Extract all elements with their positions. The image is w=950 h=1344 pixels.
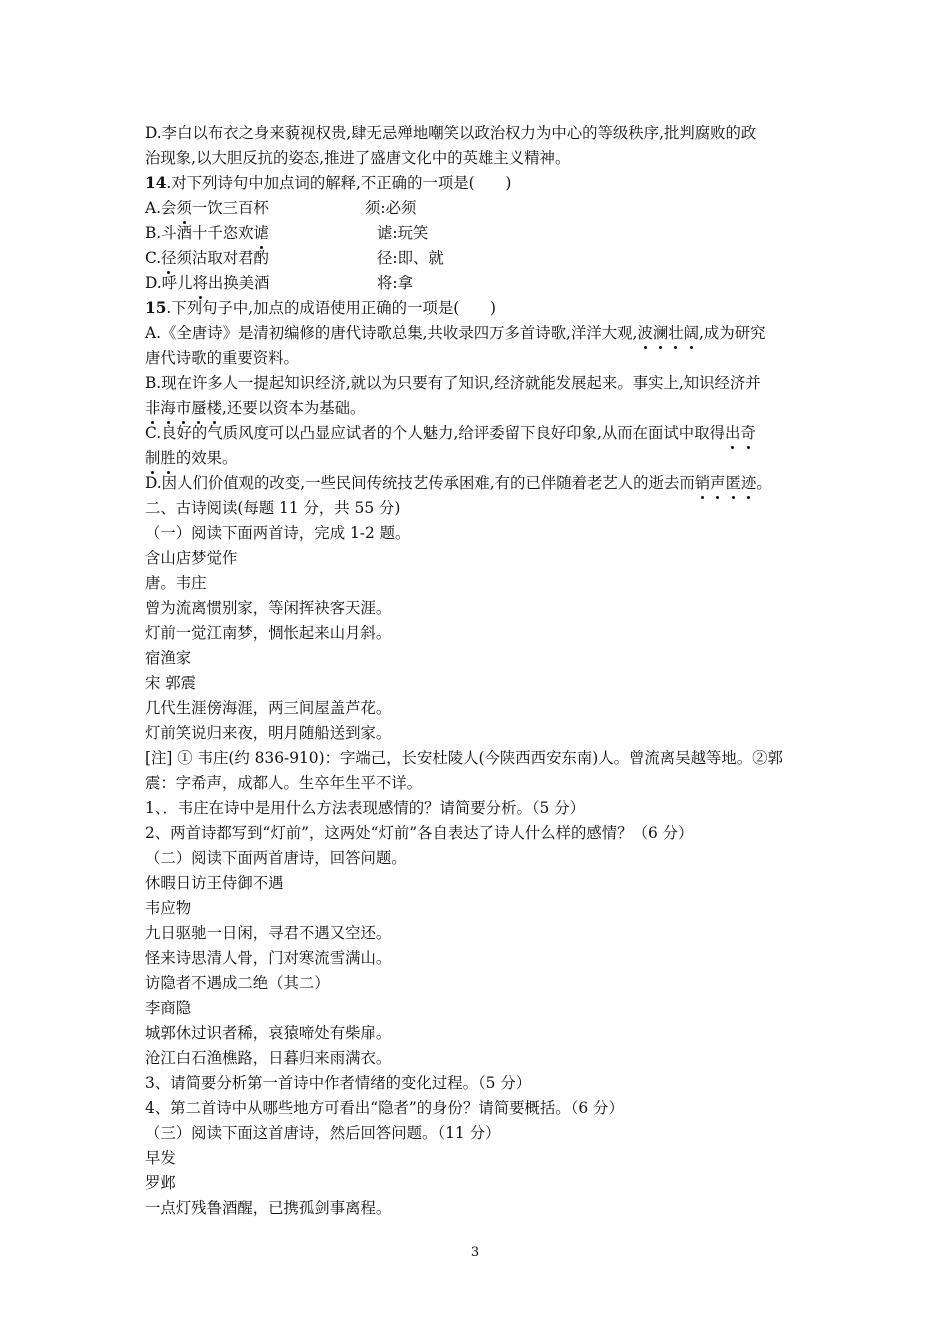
option-explanation: 谑:玩笑 [377,224,429,242]
question-2: 2、两首诗都写到“灯前”，这两处“灯前”各自表达了诗人什么样的感情？（6 分） [145,824,694,842]
option-text: C. [145,249,162,267]
poem-line: 九日驱驰一日闲，寻君不遇又空还。 [145,924,392,942]
poem-author: 韦应物 [145,899,192,917]
poem-line: 一点灯残鲁酒醒，已携孤剑事离程。 [145,1199,392,1217]
option-text: B.斗酒十千恣欢 [145,224,254,242]
q14-number: 14 [145,174,167,192]
poem-title: 宿渔家 [145,649,192,667]
q15-stem [145,296,825,321]
poem-title: 休暇日访王侍御不遇 [145,874,284,892]
poem-author: 罗邺 [145,1174,176,1192]
dotted-idiom [725,424,756,442]
section-title: 二、古诗阅读(每题 11 分，共 55 分) [145,499,401,517]
poem-title: 早发 [145,1149,176,1167]
q15-stem-text: .下列句子中,加点的成语使用正确的一项是( ) [166,299,497,317]
q15-option-c-line2 [145,446,825,471]
poem-title: 含山店梦觉作 [145,549,238,567]
question-1: 1、．韦庄在诗中是用什么方法表现感情的？请简要分析。（5 分） [145,799,586,817]
q13-option-d-line2: 治现象,以大胆反抗的姿态,推进了盛唐文化中的英雄主义精神。 [145,149,571,167]
emphasis-char: 径 [161,246,176,271]
q15-option-a-line1 [145,321,825,346]
q15-option-b-line2 [145,396,825,421]
question-4: 4、第二首诗中从哪些地方可看出“隐者”的身份？请简要概括。（6 分） [145,1099,624,1117]
poem-author: 李商隐 [145,999,192,1017]
option-text: ,还要以资本为基础。 [222,399,366,417]
q15-option-d [145,471,825,496]
note-line: 震：字希声，成都人。生卒年生平不详。 [145,774,423,792]
emphasis-char: 谑 [254,221,269,246]
option-text: 的效果。 [175,449,238,467]
option-text: D.呼儿 [145,274,193,292]
part3-intro: （三）阅读下面这首唐诗，然后回答问题。（11 分） [145,1124,501,1142]
emphasis-char: 阔 [684,321,699,346]
emphasis-char: 匿 [726,471,741,496]
dotted-word [192,274,207,292]
document-page [145,121,825,1221]
poem-line: 沧江白石渔樵路，日暮归来雨满衣。 [145,1049,392,1067]
emphasis-char: 非 [145,396,160,421]
option-text: 。 [756,474,772,492]
dotted-word [254,224,269,242]
poem-line: 几代生涯傍海涯，两三间屋盖芦花。 [145,699,392,717]
option-text: 须沽取对君酌 [176,249,269,267]
q14-option-b [145,221,825,246]
emphasis-char: 海 [160,396,175,421]
q14-stem [145,171,825,196]
emphasis-char: 波 [637,321,652,346]
emphasis-char: 声 [710,471,725,496]
poem-line: 城郭休过识者稀，哀猿啼处有柴扉。 [145,1024,392,1042]
poem-author: 宋 郭震 [145,674,197,692]
dotted-idiom [637,324,699,342]
emphasis-char: 销 [695,471,710,496]
emphasis-char: 蜃 [191,396,206,421]
q15-option-b-line1: B.现在许多人一提起知识经济,就以为只要有了知识,经济就能发展起来。事实上,知识经济并 [145,374,761,392]
option-text: 一饮三百杯 [191,199,269,217]
option-explanation: 径:即、就 [377,249,444,267]
emphasis-char: 制 [145,446,160,471]
q13-option-d-line1: D.李白以布衣之身来藐视权贵,肆无忌殚地嘲笑以政治权力为中心的等级秩序,批判腐败的政 [145,124,757,142]
option-text: A.会 [145,199,177,217]
poem-line: 灯前笑说归来夜，明月随船送到家。 [145,724,392,742]
q14-option-d [145,271,825,296]
part1-intro: （一）阅读下面两首诗，完成 1-2 题。 [145,524,411,542]
dotted-word [161,249,176,267]
option-text: 出换美酒 [207,274,270,292]
page-number: 3 [470,1245,480,1260]
option-text: A.《全唐诗》是清初编修的唐代诗歌总集,共收录四万多首诗歌,洋洋大观, [145,324,638,342]
option-explanation: 将:拿 [377,274,413,292]
emphasis-char: 市 [176,396,191,421]
option-text: D.因人们价值观的改变,一些民间传统技艺传承困难,有的已伴随着老艺人的逝去而 [145,474,695,492]
emphasis-char: 楼 [207,396,222,421]
emphasis-char: 壮 [668,321,683,346]
part2-intro: （二）阅读下面两首唐诗，回答问题。 [145,849,407,867]
emphasis-char: 出 [725,421,740,446]
emphasis-char: 胜 [160,446,175,471]
dotted-idiom [145,399,222,417]
q15-number: 15 [145,299,167,317]
dotted-word [176,199,191,217]
poem-line: 曾为流离惯别家，等闲挥袂客天涯。 [145,599,392,617]
emphasis-char: 迹 [741,471,756,496]
poem-title: 访隐者不遇成二绝（其二） [145,974,330,992]
poem-author: 唐。韦庄 [145,574,207,592]
emphasis-char: 将 [192,271,207,296]
dotted-idiom [145,449,176,467]
q15-option-a-line2: 唐代诗歌的重要资料。 [145,349,299,367]
option-explanation: 须:必须 [365,199,417,217]
note-line: [注] ① 韦庄(约 836-910)：字端己，长安杜陵人(今陕西西安东南)人。曾流离吴越等地。②郭 [145,749,783,767]
dotted-idiom [695,474,757,492]
emphasis-char: 澜 [653,321,668,346]
q14-stem-text: .对下列诗句中加点词的解释,不正确的一项是( ) [166,174,512,192]
poem-line: 灯前一觉江南梦，惆怅起来山月斜。 [145,624,392,642]
option-text: C.良好的气质风度可以凸显应试者的个人魅力,给评委留下良好印象,从而在面试中取得 [145,424,725,442]
q14-option-a [145,196,825,221]
emphasis-char: 须 [176,196,191,221]
emphasis-char: 奇 [740,421,755,446]
q15-option-c-line1 [145,421,825,446]
q14-option-c [145,246,825,271]
question-3: 3、请简要分析第一首诗中作者情绪的变化过程。（5 分） [145,1074,532,1092]
option-text: ,成为研究 [699,324,766,342]
poem-line: 怪来诗思清人骨，门对寒流雪满山。 [145,949,392,967]
